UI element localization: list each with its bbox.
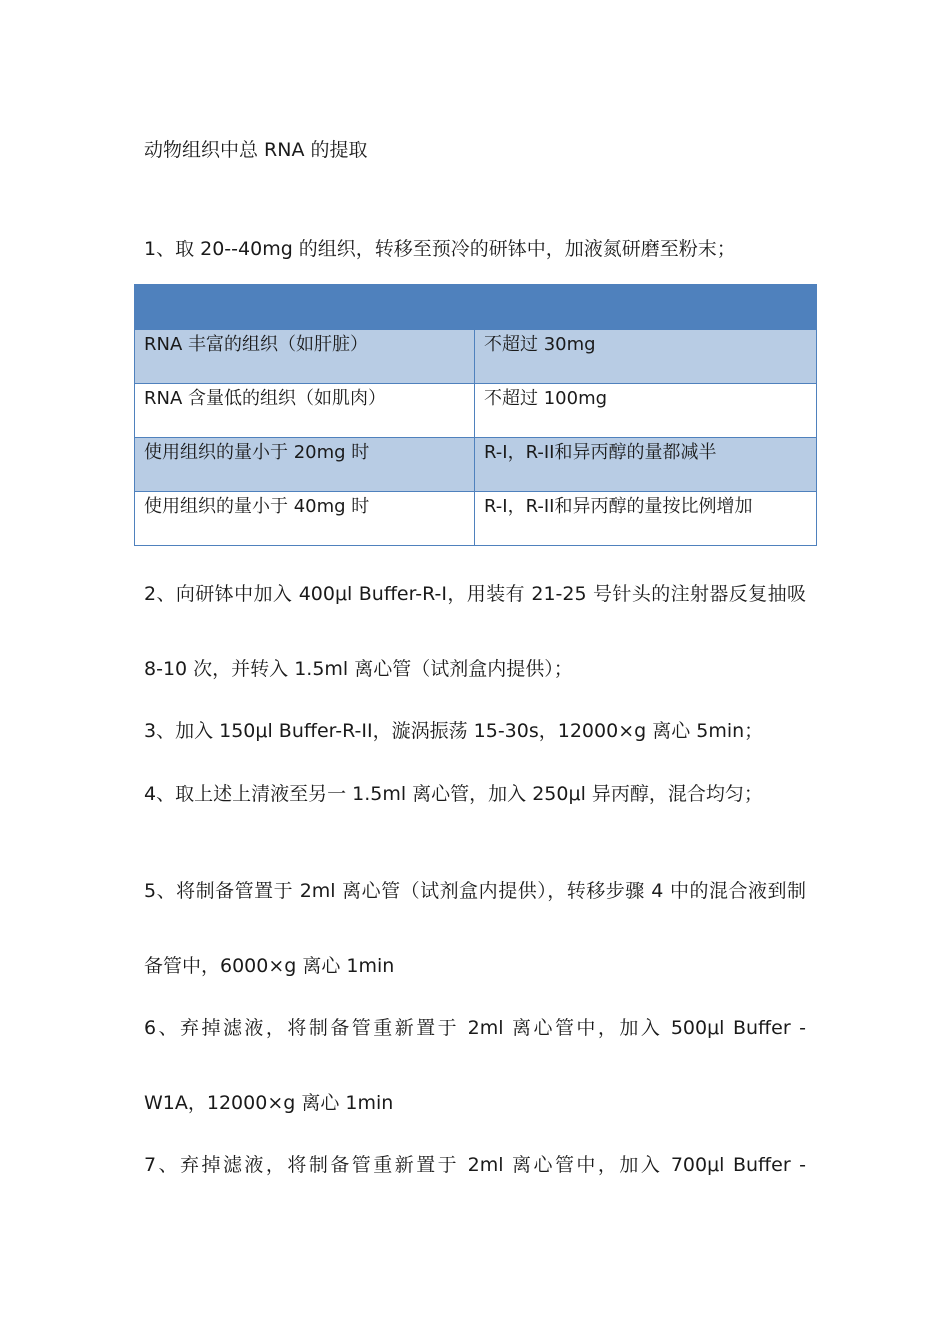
table-cell-amount: R-I，R-II和异丙醇的量按比例增加 <box>475 492 817 546</box>
table-cell-amount: 不超过 30mg <box>475 330 817 384</box>
step-3: 3、加入 150μl Buffer-R-II，漩涡振荡 15-30s，12000×g 离心 5min； <box>144 720 764 742</box>
step-6-line-2: W1A，12000×g 离心 1min <box>144 1092 394 1114</box>
step-5-line-2: 备管中，6000×g 离心 1min <box>144 955 395 977</box>
table-row <box>135 330 817 384</box>
step-2-line-1: 2、向研钵中加入 400μl Buffer-R-I，用装有 21-25 号针头的注射器反复抽吸 <box>144 583 806 605</box>
table-cell-tissue: RNA 丰富的组织（如肝脏） <box>135 330 475 384</box>
table-header-cell <box>475 285 817 330</box>
table-cell-tissue: RNA 含量低的组织（如肌肉） <box>135 384 475 438</box>
step-4: 4、取上述上清液至另一 1.5ml 离心管，加入 250μl 异丙醇，混合均匀； <box>144 783 763 805</box>
step-5-line-1: 5、将制备管置于 2ml 离心管（试剂盒内提供），转移步骤 4 中的混合液到制 <box>144 880 806 902</box>
step-1: 1、取 20--40mg 的组织，转移至预冷的研钵中，加液氮研磨至粉末； <box>144 238 736 260</box>
page-title: 动物组织中总 RNA 的提取 <box>144 139 368 161</box>
table-cell-amount: 不超过 100mg <box>475 384 817 438</box>
step-7-line-1: 7、弃掉滤液，将制备管重新置于 2ml 离心管中，加入 700μl Buffer - <box>144 1154 806 1176</box>
table-row <box>135 438 817 492</box>
table-cell-amount: R-I，R-II和异丙醇的量都减半 <box>475 438 817 492</box>
table-row <box>135 492 817 546</box>
table-header-row <box>135 285 817 330</box>
tissue-amount-table <box>134 284 817 546</box>
table-header-cell <box>135 285 475 330</box>
step-2-line-2: 8-10 次，并转入 1.5ml 离心管（试剂盒内提供）； <box>144 658 573 680</box>
step-6-line-1: 6、弃掉滤液，将制备管重新置于 2ml 离心管中，加入 500μl Buffer - <box>144 1017 806 1039</box>
table-row <box>135 384 817 438</box>
table-cell-tissue: 使用组织的量小于 40mg 时 <box>135 492 475 546</box>
table-cell-tissue: 使用组织的量小于 20mg 时 <box>135 438 475 492</box>
